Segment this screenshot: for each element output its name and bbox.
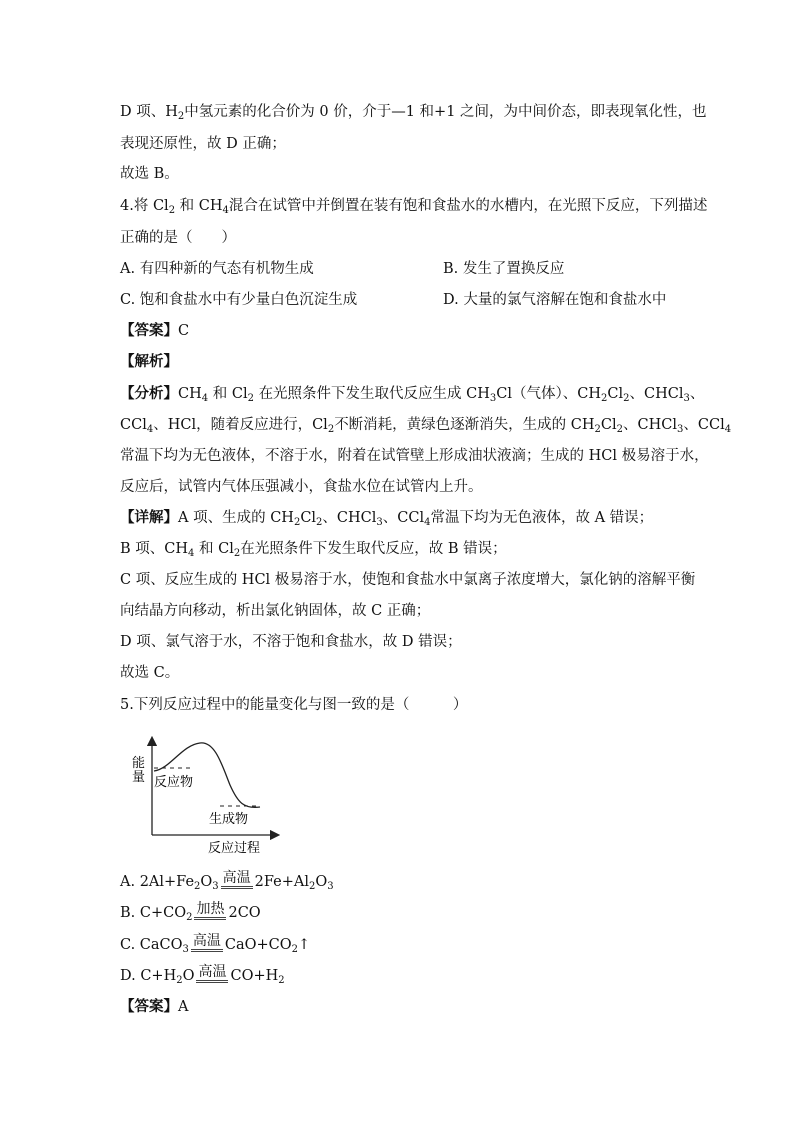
condition: 加热 [194,901,226,920]
product-label: 生成物 [209,811,249,826]
question-4-stem-2: 正确的是（ ） [120,230,236,246]
detail-line-4: 向结晶方向移动，析出氯化钠固体，故 C 正确； [120,603,431,619]
analysis-line-4: 反应后，试管内气体压强减小，食盐水位在试管内上升。 [120,479,483,495]
analysis-line-3: 常温下均为无色液体，不溶于水，附着在试管壁上形成油状液滴；生成的 HCl 极易溶于水， [120,448,709,464]
text: D 项、H [120,104,178,120]
text: 中氢元素的化合价为 0 价，介于—1 和+1 之间，为中间价态，即表现氧化性，也 [184,104,707,120]
text-line: 表现还原性，故 D 正确； [120,136,286,152]
text-line: D 项、$H_2$中氢元素的化合价为 0 价，介于—1 和+1 之间，为中间价态，即表现氧化性，也 [120,104,707,122]
reactant-label: 反应物 [154,774,194,789]
condition: 高温 [191,933,223,952]
analysis-heading: 【解析】 [120,353,178,370]
option-b: B. 发生了置换反应 [443,261,565,277]
option-5c: C. CaCO$_3$高温 $CaO+CO_2↑$ [120,933,311,955]
option-5b: B. $C+CO_2$加热 2CO [120,901,261,923]
answer-5: 【答案】A [120,998,189,1015]
option-5d: D. $C+H_2O$ 高温 $CO+H_2$ [120,964,285,986]
condition: 高温 [221,870,253,889]
detail-line-6: 故选 C。 [120,665,180,681]
x-label: 反应过程 [208,840,261,855]
detail-line-3: C 项、反应生成的 HCl 极易溶于水，使饱和食盐水中氯离子浓度增大，氯化钠的溶解平衡 [120,572,696,588]
option-c: C. 饱和食盐水中有少量白色沉淀生成 [120,292,358,308]
detail-line-5: D 项、氯气溶于水，不溶于饱和食盐水，故 D 错误； [120,634,462,650]
condition: 高温 [196,964,228,983]
analysis-line-1: 【分析】$CH_4$ 和 $Cl_2$ 在光照条件下发生取代反应生成 $CH_3Cl$（气体）、$CH_2Cl_2$、CHCl$_3$、 [120,385,705,404]
detail-line-1: 【详解】A 项、生成的 $CH_2Cl_2$、CHCl$_3$、CCl$_4$常温下均为无色液体，故 A 错误； [120,509,654,528]
y-label-1: 能 [132,755,146,770]
option-d: D. 大量的氯气溶解在饱和食盐水中 [443,292,667,308]
answer-4: 【答案】C [120,322,190,339]
text-line: 故选 B。 [120,166,179,182]
energy-diagram [130,735,290,860]
detail-line-2: B 项、$CH_4$ 和 $Cl_2$在光照条件下发生取代反应，故 B 错误； [120,541,507,559]
question-4-stem: 4.将 $Cl_2$ 和 $CH_4$混合在试管中并倒置在装有饱和食盐水的水槽内，在光照下反应，下列描述 [120,198,708,216]
option-5a: A. $2Al+Fe_2O_3$高温 $2Fe+Al_2O_3$ [120,870,334,892]
question-5-stem: 5.下列反应过程中的能量变化与图一致的是（ ） [120,697,468,713]
option-a: A. 有四种新的气态有机物生成 [120,261,314,277]
analysis-line-2: CCl$_4$、HCl，随着反应进行，$Cl_2$不断消耗，黄绿色逐渐消失，生成的 $CH_2Cl_2$、CHCl$_3$、CCl$_4$ [120,417,732,435]
y-label-2: 量 [132,769,146,784]
